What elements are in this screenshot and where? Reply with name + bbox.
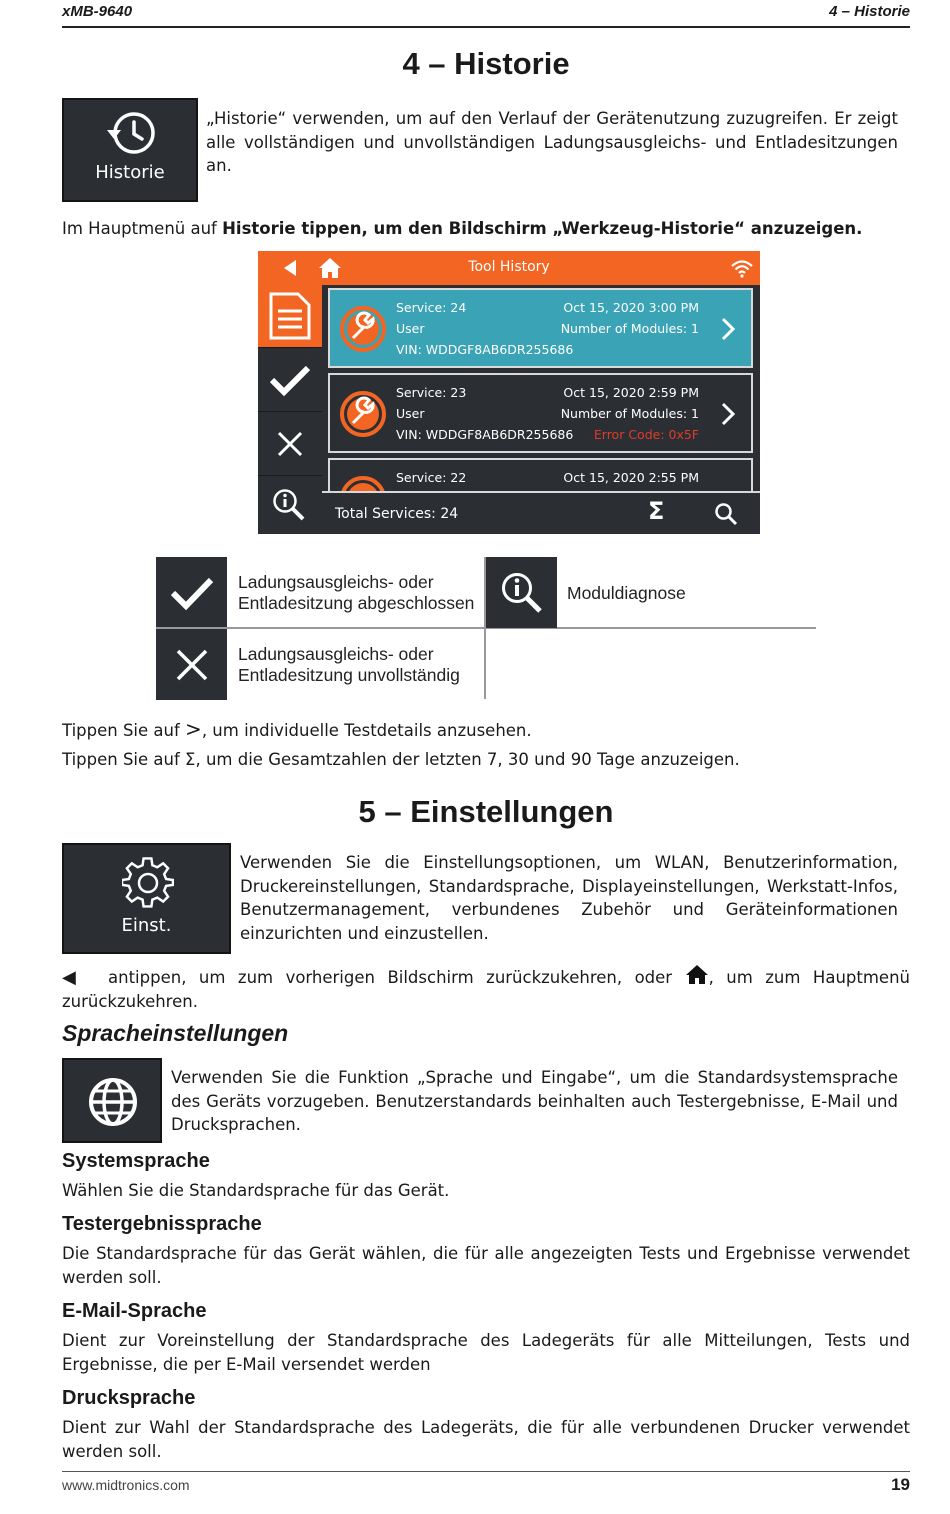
tool-history-screen	[258, 251, 760, 534]
sigma-icon[interactable]: Σ	[648, 497, 665, 525]
heading-systemsprache: Systemsprache	[62, 1150, 210, 1172]
history-record[interactable]	[328, 373, 753, 453]
legend-diag-tile	[486, 557, 557, 628]
home-icon	[685, 964, 709, 985]
language-title: Spracheinstellungen	[62, 1020, 289, 1046]
instruction-bold: Historie tippen, um den Bildschirm „Werkzeug-Historie“ anzuzeigen.	[222, 219, 863, 238]
nav-text-a: antippen, um zum vorherigen Bildschirm zurückzukehren, oder	[108, 968, 673, 987]
settings-nav-text	[62, 964, 910, 1013]
vin-label: VIN: WDDGF8AB6DR255686	[396, 427, 574, 442]
service-date: Oct 15, 2020 3:00 PM	[563, 300, 699, 315]
language-tile	[62, 1058, 162, 1143]
history-icon	[105, 108, 159, 158]
legend-x-tile	[156, 629, 227, 700]
settings-intro: Verwenden Sie die Einstellungsoptionen, um WLAN, Benutzerinformation, Druckereinstellungen, Standardsprache, Displayeinstellungen, Werkstatt-Infos, Benutzermanagement, verbundenes Zubehör und Geräteinformationen einzurichten und einzustellen.	[240, 853, 898, 943]
service-date: Oct 15, 2020 2:55 PM	[563, 470, 699, 485]
legend-complete-text: Ladungsausgleichs- oder Entladesitzung abgeschlossen	[238, 572, 475, 613]
user-label: User	[396, 321, 425, 336]
language-intro: Verwenden Sie die Funktion „Sprache und Eingabe“, um die Standardsystemsprache des Geräts vorzugeben. Benutzerstandards beinhalten auch Testergebnisse, E-Mail und Drucksprachen.	[171, 1068, 898, 1134]
header-rule	[62, 26, 910, 28]
magnifier-info-icon	[272, 488, 306, 522]
instruction-prefix: Im Hauptmenü auf	[62, 219, 223, 238]
title-bar	[258, 251, 760, 285]
page-number: 19	[891, 1475, 910, 1494]
wifi-icon	[730, 258, 754, 278]
text-systemsprache: Wählen Sie die Standardsprache für das Gerät.	[62, 1181, 450, 1200]
historie-instruction	[62, 217, 910, 241]
filter-incomplete-button[interactable]	[258, 412, 322, 476]
sigma-icon: Σ	[185, 750, 196, 769]
history-record[interactable]	[328, 288, 753, 368]
tip-details-b: , um individuelle Testdetails anzusehen.	[201, 721, 532, 740]
checkmark-icon	[268, 362, 312, 398]
settings-tile	[62, 843, 231, 954]
user-label: User	[396, 406, 425, 421]
footer-rule	[62, 1471, 910, 1472]
service-date: Oct 15, 2020 2:59 PM	[563, 385, 699, 400]
chevron-right-icon: >	[185, 717, 202, 741]
error-code: Error Code: 0x5F	[593, 427, 699, 442]
section-title-einstellungen: 5 – Einstellungen	[358, 794, 614, 829]
wrench-icon	[338, 389, 388, 439]
text-drucksprache: Dient zur Wahl der Standardsprache des Ladegeräts, die für alle verbundenen Drucker verwendet werden soll.	[62, 1418, 910, 1461]
globe-icon	[88, 1077, 138, 1127]
service-number: Service: 23	[396, 385, 467, 400]
gear-icon	[122, 857, 174, 909]
x-icon	[276, 430, 304, 458]
filter-all-button[interactable]	[258, 285, 322, 348]
legend-diag-text: Moduldiagnose	[567, 583, 686, 603]
historie-tile	[62, 98, 198, 202]
wrench-icon	[338, 304, 388, 354]
bottom-bar	[322, 491, 760, 534]
header-doc-id: xMB-9640	[62, 3, 133, 20]
tip-details	[62, 718, 532, 743]
header-chapter: 4 – Historie	[829, 3, 910, 20]
total-services: Total Services: 24	[335, 506, 459, 522]
historie-tile-label: Historie	[95, 162, 165, 183]
screen-title: Tool History	[468, 259, 550, 275]
service-number: Service: 24	[396, 300, 467, 315]
chevron-right-icon[interactable]	[720, 402, 736, 426]
text-testergebnissprache: Die Standardsprache für das Gerät wählen, die für alle angezeigten Tests und Ergebnisse verwendet werden soll.	[62, 1244, 910, 1287]
filter-sidebar	[258, 285, 322, 534]
back-arrow-icon: ◀	[62, 967, 84, 988]
historie-intro: „Historie“ verwenden, um auf den Verlauf der Gerätenutzung zuzugreifen. Er zeigt alle vollständigen und unvollständigen Ladungsausgleichs- und Entladesitzungen an.	[206, 109, 898, 175]
service-number: Service: 22	[396, 470, 467, 485]
legend-incomplete-text: Ladungsausgleichs- oder Entladesitzung unvollständig	[238, 644, 460, 685]
vin-label: VIN: WDDGF8AB6DR255686	[396, 342, 574, 357]
heading-testergebnissprache: Testergebnissprache	[62, 1213, 262, 1235]
settings-tile-label: Einst.	[121, 915, 172, 936]
tip-totals-b: , um die Gesamtzahlen der letzten 7, 30 und 90 Tage anzuzeigen.	[195, 750, 740, 769]
modules-count: Number of Modules: 1	[560, 406, 699, 421]
filter-diagnostic-button[interactable]	[258, 476, 322, 534]
heading-drucksprache: Drucksprache	[62, 1387, 196, 1409]
checkmark-icon	[169, 575, 215, 611]
chevron-right-icon[interactable]	[720, 317, 736, 341]
search-icon[interactable]	[714, 502, 738, 526]
tip-details-a: Tippen Sie auf	[62, 721, 186, 740]
nav-text-b: , um zum Hauptmenü zurückzukehren.	[62, 968, 910, 1011]
legend-check-tile	[156, 557, 227, 628]
heading-email-sprache: E-Mail-Sprache	[62, 1300, 207, 1322]
modules-count: Number of Modules: 1	[560, 321, 699, 336]
magnifier-info-icon	[500, 571, 544, 615]
footer-url[interactable]: www.midtronics.com	[62, 1477, 190, 1493]
x-icon	[175, 648, 209, 682]
filter-complete-button[interactable]	[258, 348, 322, 412]
tip-totals-a: Tippen Sie auf	[62, 750, 186, 769]
text-email-sprache: Dient zur Voreinstellung der Standardsprache des Ladegeräts für alle Mitteilungen, Tests und Ergebnisse, die per E-Mail versendet werden	[62, 1331, 910, 1374]
document-icon	[268, 291, 312, 341]
section-title-historie: 4 – Historie	[402, 46, 570, 81]
tip-totals	[62, 748, 740, 772]
